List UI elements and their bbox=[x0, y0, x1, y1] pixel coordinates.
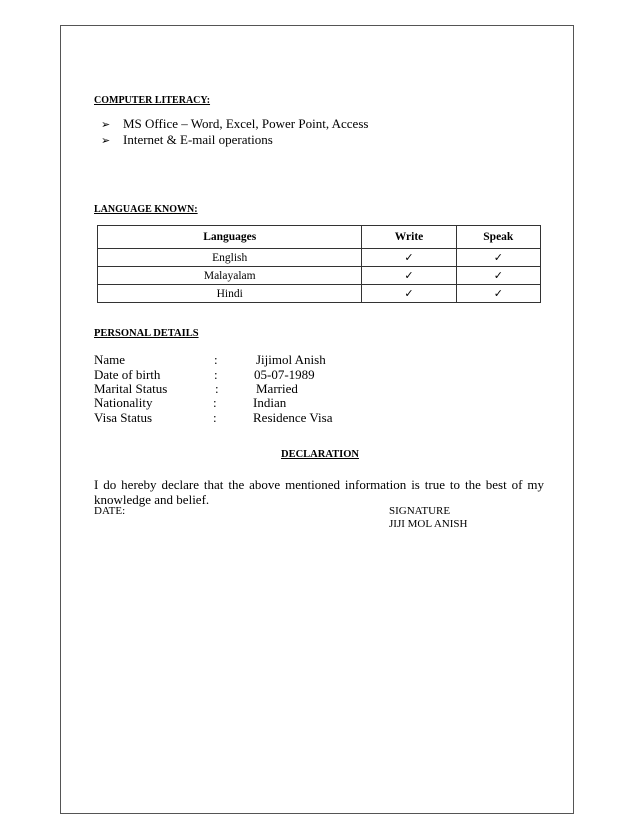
language-cell: English bbox=[98, 249, 362, 267]
signature-name: JIJI MOL ANISH bbox=[389, 518, 468, 530]
column-header-languages: Languages bbox=[98, 226, 362, 249]
arrow-bullet-icon: ➢ bbox=[101, 118, 111, 131]
table-row bbox=[98, 285, 541, 303]
personal-details-heading: PERSONAL DETAILS bbox=[94, 328, 199, 339]
detail-value-name: Jijimol Anish bbox=[256, 352, 326, 367]
column-header-write: Write bbox=[362, 226, 456, 249]
table-row bbox=[98, 249, 541, 267]
language-known-heading: LANGUAGE KNOWN: bbox=[94, 204, 198, 215]
table-header-row bbox=[98, 226, 541, 249]
computer-literacy-heading: COMPUTER LITERACY: bbox=[94, 95, 211, 106]
detail-label-dob: Date of birth bbox=[94, 367, 161, 382]
arrow-bullet-icon: ➢ bbox=[101, 134, 111, 147]
date-label: DATE: bbox=[94, 505, 126, 517]
detail-label-marital-status: Marital Status bbox=[94, 381, 168, 396]
detail-separator: : bbox=[213, 395, 217, 410]
declaration-heading: DECLARATION bbox=[281, 449, 359, 460]
language-cell: Hindi bbox=[98, 285, 362, 303]
detail-label-nationality: Nationality bbox=[94, 395, 153, 410]
detail-separator: : bbox=[215, 381, 219, 396]
checkmark-icon: ✓ bbox=[362, 249, 456, 267]
detail-value-dob: 05-07-1989 bbox=[254, 367, 315, 382]
language-table bbox=[97, 225, 541, 303]
checkmark-icon: ✓ bbox=[456, 267, 540, 285]
detail-label-name: Name bbox=[94, 352, 126, 367]
detail-label-visa-status: Visa Status bbox=[94, 410, 153, 425]
language-cell: Malayalam bbox=[98, 267, 362, 285]
checkmark-icon: ✓ bbox=[456, 285, 540, 303]
checkmark-icon: ✓ bbox=[362, 285, 456, 303]
list-item: ➢ MS Office – Word, Excel, Power Point, Access bbox=[101, 116, 369, 131]
detail-value-visa-status: Residence Visa bbox=[253, 410, 333, 425]
declaration-text: I do hereby declare that the above mentioned information is true to the best of my knowledge and belief. bbox=[94, 477, 544, 507]
detail-value-marital-status: Married bbox=[256, 381, 298, 396]
detail-separator: : bbox=[214, 367, 218, 382]
detail-separator: : bbox=[213, 410, 217, 425]
signature-label: SIGNATURE bbox=[389, 505, 451, 517]
checkmark-icon: ✓ bbox=[456, 249, 540, 267]
table-row bbox=[98, 267, 541, 285]
detail-value-nationality: Indian bbox=[253, 395, 287, 410]
checkmark-icon: ✓ bbox=[362, 267, 456, 285]
column-header-speak: Speak bbox=[456, 226, 540, 249]
detail-separator: : bbox=[214, 352, 218, 367]
list-item: ➢ Internet & E-mail operations bbox=[101, 132, 273, 147]
